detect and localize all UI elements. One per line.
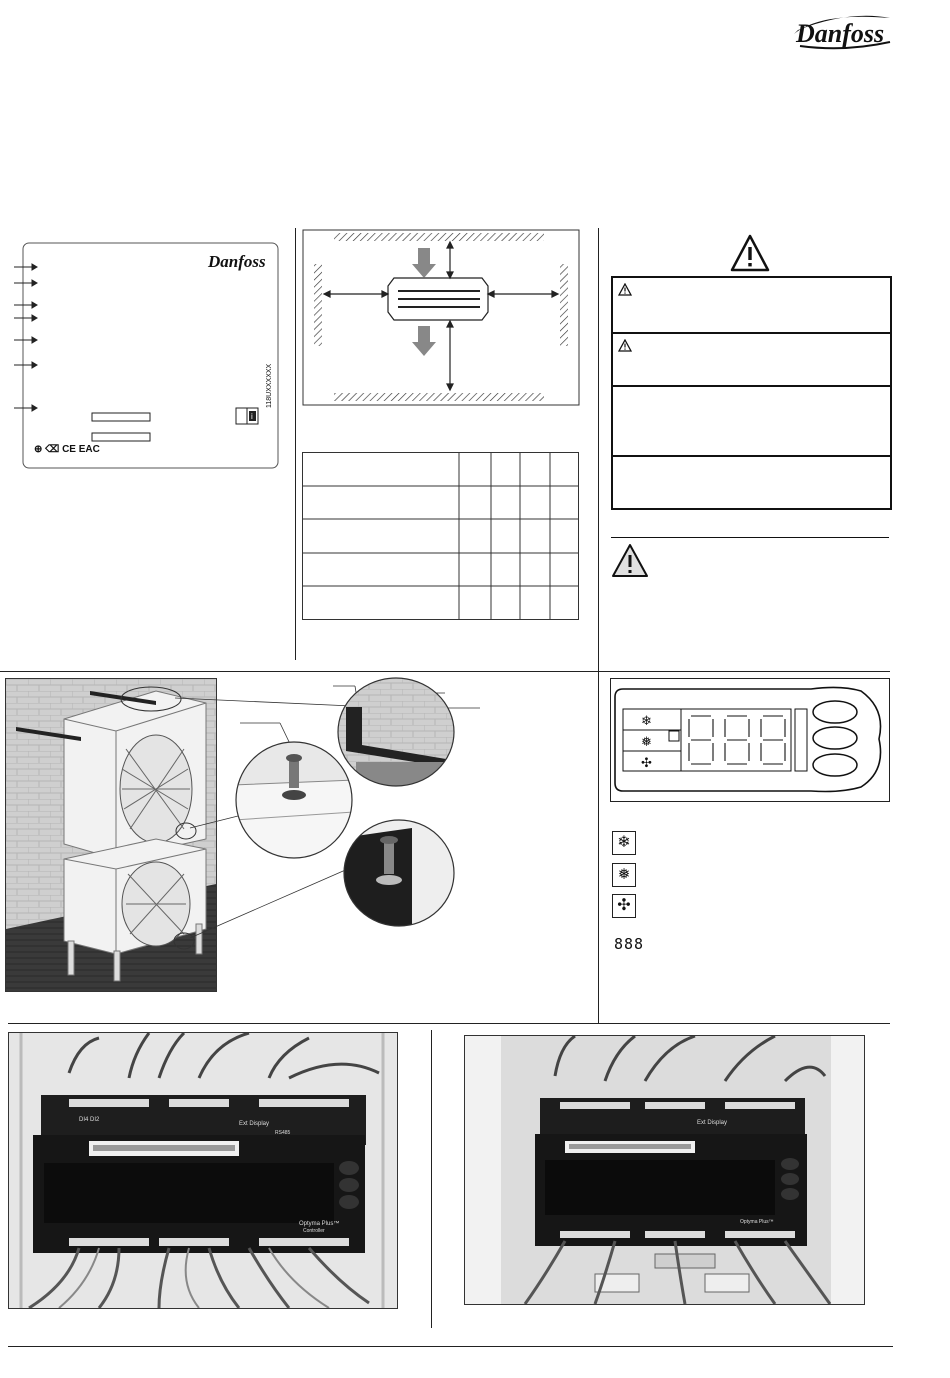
divider-row-1: [0, 671, 890, 672]
defrost-icon: ❅: [612, 863, 636, 887]
divider-photos: [431, 1030, 432, 1328]
display-fan-icon: ✣: [641, 755, 652, 770]
controller-photo-left: [8, 1032, 398, 1309]
svg-text:Optyma Plus™: Optyma Plus™: [740, 1219, 774, 1225]
svg-text:Ext Display: Ext Display: [697, 1120, 728, 1126]
svg-text:i: i: [251, 412, 253, 421]
warning-box: [611, 276, 892, 510]
nameplate-serial: 118UXXXXXX: [266, 363, 273, 408]
warning-triangle-icon: [729, 233, 771, 273]
warning-triangle-small-icon: [618, 339, 632, 352]
divider-col-2: [598, 228, 599, 1024]
warning-row-divider: [611, 455, 892, 457]
clearance-table: [302, 452, 579, 620]
divider-col-1: [295, 228, 296, 660]
book-info-icon: [234, 406, 260, 426]
certification-marks: ⊕ ⌫ CE EAC: [34, 444, 100, 455]
detail-circle-foot: [342, 818, 456, 928]
detail-circle-bolt: [234, 740, 354, 860]
nameplate-logo: Danfoss: [208, 252, 266, 271]
fan-icon: ✣: [612, 894, 636, 918]
display-defrost-icon: ❅: [641, 734, 652, 749]
divider-bottom: [8, 1346, 893, 1347]
clearance-diagram: [302, 228, 580, 408]
svg-text:RS485: RS485: [275, 1130, 291, 1136]
warning-triangle-small-icon: [618, 283, 632, 296]
svg-text:Ext Display: Ext Display: [239, 1121, 270, 1127]
nameplate: [12, 240, 282, 472]
digits-legend: 888: [614, 935, 645, 953]
warning-row-divider: [611, 332, 892, 334]
controller-display-panel: [610, 678, 890, 802]
brand-logo: [790, 8, 895, 50]
detail-circle-bracket: [336, 677, 456, 787]
display-snowflake-icon: ❄: [641, 713, 652, 728]
snowflake-icon: ❄: [612, 831, 636, 855]
svg-text:Optyma Plus™: Optyma Plus™: [299, 1221, 340, 1227]
divider-row-2: [8, 1023, 890, 1024]
warning-triangle-icon: [611, 543, 649, 579]
warning-row-divider: [611, 385, 892, 387]
controller-photo-right: [464, 1035, 865, 1305]
svg-text:DI4 DI2: DI4 DI2: [79, 1117, 100, 1123]
brand-logo-text: Danfoss: [796, 19, 885, 48]
svg-text:Controller: Controller: [303, 1228, 325, 1234]
caution-divider: [611, 537, 889, 538]
